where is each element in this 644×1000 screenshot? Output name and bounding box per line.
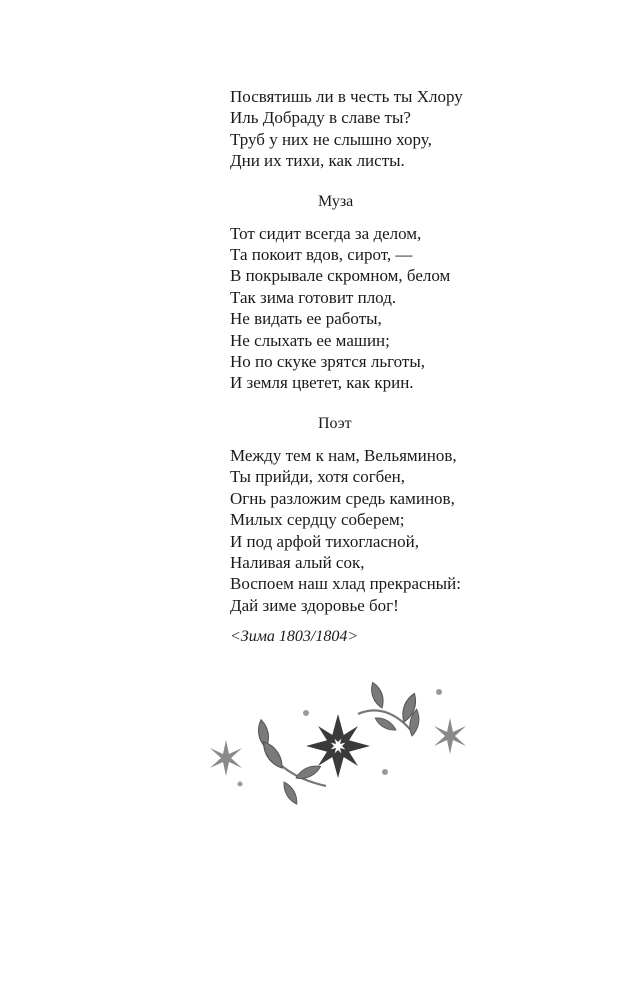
poem-line: Та покоит вдов, сирот, — (230, 245, 413, 265)
poem-line: Не видать ее работы, (230, 309, 382, 329)
poem-line: Огнь разложим средь каминов, (230, 488, 455, 508)
poem-line: И земля цветет, как крин. (230, 373, 414, 393)
poem-line: Ты прийди, хотя согбен, (230, 467, 405, 487)
poem-line: Милых сердцу соберем; (230, 510, 405, 530)
poem-line: Не слыхать ее машин; (230, 330, 390, 350)
poem-line: Дни их тихи, как листы. (230, 151, 405, 171)
stanza-1 (230, 86, 620, 172)
star-icon (434, 718, 466, 754)
star-icon (210, 740, 242, 776)
poem-line: Воспоем наш хлад прекрасный: (230, 574, 461, 594)
poem-line: Между тем к нам, Вельяминов, (230, 445, 457, 465)
poem-line: И под арфой тихогласной, (230, 531, 419, 551)
speaker-poet: Поэт (318, 414, 352, 432)
poem-line: Дай зиме здоровье бог! (230, 595, 399, 615)
poem-line: Тот сидит всегда за делом, (230, 223, 422, 243)
poem-line: Труб у них не слышно хору, (230, 129, 432, 149)
poem-line: Посвятишь ли в честь ты Хлору (230, 87, 463, 106)
winter-ornament-icon (200, 680, 480, 810)
poem-line: Наливая алый сок, (230, 552, 365, 572)
poem (230, 86, 620, 647)
stanza-3 (230, 445, 620, 616)
stanza-2 (230, 223, 620, 394)
poem-line: Иль Добраду в славе ты? (230, 108, 411, 128)
poem-line: Но по скуке зрятся льготы, (230, 352, 426, 372)
poem-date: <Зима 1803/1804> (230, 628, 359, 646)
oak-leaf-sprig-icon (256, 719, 326, 806)
oak-leaf-sprig-icon (358, 681, 421, 737)
poem-line: В покрывале скромном, белом (230, 266, 451, 286)
speaker-muse: Муза (318, 192, 354, 210)
poem-line: Так зима готовит плод. (230, 287, 397, 307)
